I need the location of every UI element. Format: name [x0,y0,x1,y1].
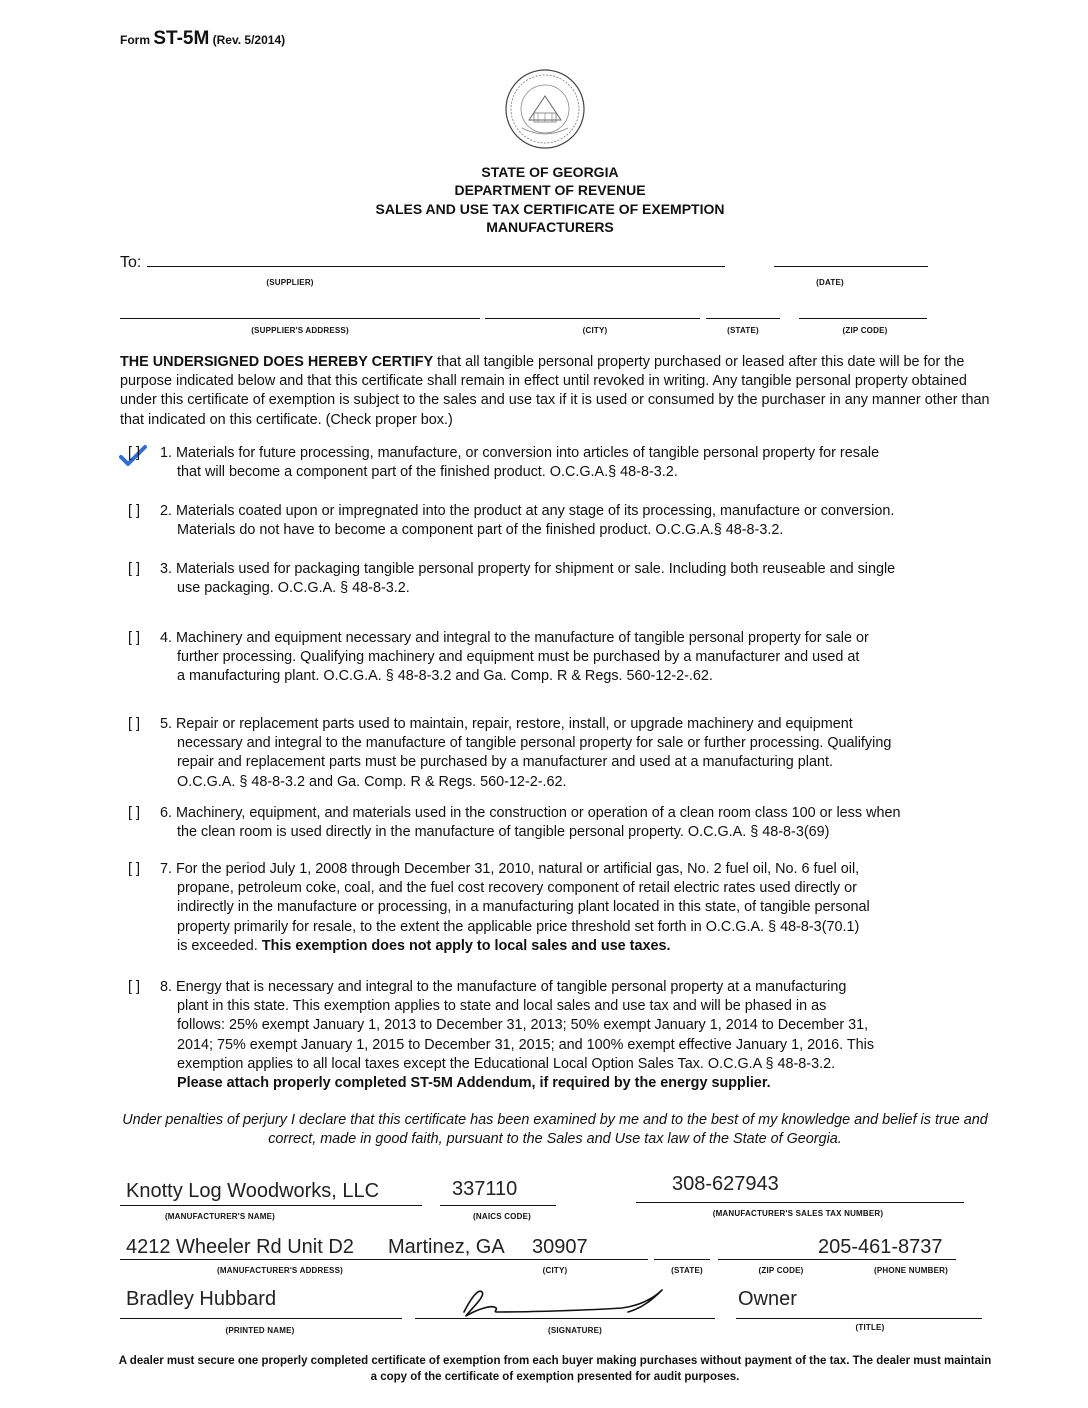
item-line: O.C.G.A. § 48-8-3.2 and Ga. Comp. R & Regs. 560-12-2-.62. [177,773,567,790]
title-field [736,1318,982,1319]
checkbox-2[interactable]: [ ] [128,503,140,519]
item-line: is exceeded. [177,937,262,954]
form-revision: (Rev. 5/2014) [212,33,286,47]
supplier-field[interactable] [147,266,725,267]
item-note-bold: Please attach properly completed ST-5M Addendum, if required by the energy supplier. [177,1075,771,1092]
checkbox-7[interactable]: [ ] [128,861,140,877]
item-number: 7. [160,861,173,877]
manufacturer-address-caption: (MANUFACTURER'S ADDRESS) [217,1266,343,1275]
form-number: ST-5M [153,28,210,49]
item-line: Energy that is necessary and integral to the manufacture of tangible personal property at a manufacturing [176,979,847,995]
supplier-address-caption: (SUPPLIER'S ADDRESS) [251,326,349,335]
sales-tax-number-field [636,1202,964,1203]
naics-code-field [440,1205,556,1206]
perjury-statement: Under penalties of perjury I declare that this certificate has been examined by me and to the best of my knowledge and belief is true and correct, made in good faith, pursuant to the Sales and Use tax law of the State of Georgia. [122,1112,988,1148]
item-line: that will become a component part of the finished product. O.C.G.A.§ 48-8-3.2. [177,464,678,481]
item-number: 3. [160,561,173,577]
item-line: further processing. Qualifying machinery and equipment must be purchased by a manufacturer and used at [177,649,860,666]
to-label: To: [120,254,142,271]
item-line: Materials do not have to become a component part of the finished product. O.C.G.A.§ 48-8-3.2. [177,522,784,539]
item-line: Materials coated upon or impregnated into the product at any stage of its processing, manufacture or conversion. [176,503,895,519]
manufacturer-name-value[interactable]: Knotty Log Woodworks, LLC [126,1180,380,1202]
checkbox-6[interactable]: [ ] [128,805,140,821]
checkbox-3[interactable]: [ ] [128,561,140,577]
supplier-state-field[interactable] [706,318,780,319]
item-number: 8. [160,979,173,995]
manufacturer-name-caption: (MANUFACTURER'S NAME) [164,1212,276,1221]
supplier-address-field[interactable] [120,318,480,319]
item-line: the clean room is used directly in the manufacture of tangible personal property. O.C.G.A. § 48-8-3(69) [177,824,830,841]
printed-name-value[interactable]: Bradley Hubbard [126,1288,277,1310]
manufacturer-address-field [120,1259,648,1260]
supplier-city-caption: (CITY) [582,326,608,335]
supplier-state-caption: (STATE) [727,326,759,335]
certify-paragraph [120,353,1000,430]
phone-number-value[interactable]: 205-461-8737 [818,1236,943,1258]
manufacturer-city-value[interactable]: Martinez, GA [388,1236,505,1258]
phone-caption: (PHONE NUMBER) [874,1266,948,1275]
item-number: 2. [160,503,173,519]
dealer-notice: A dealer must secure one properly completed certificate of exemption from each buyer making purchases without payment of the tax. The dealer must maintain a copy of the certificate of exemption presented for audit purposes. [118,1355,992,1383]
supplier-zip-caption: (ZIP CODE) [842,326,888,335]
certify-text: that all tangible personal property purchased or leased after this date will be for the purpose indicated below and that this certificate shall remain in effect until revoked in writing. Any tangible personal property obtained under this certificate of exemption is subject to the sales and use tax if it is used or consumed by the purchaser in any manner other than that indicated on this certificate. (Check proper box.) [120,354,990,428]
checkbox-1[interactable]: [ ] [128,445,140,461]
item-line: use packaging. O.C.G.A. § 48-8-3.2. [177,580,410,597]
manufacturer-city-caption: (CITY) [542,1266,568,1275]
item-line: a manufacturing plant. O.C.G.A. § 48-8-3.2 and Ga. Comp. R & Regs. 560-12-2-.62. [177,668,713,685]
item-line: 2014; 75% exempt January 1, 2015 to December 31, 2015; and 100% exempt effective January 1, 2016. This [177,1036,875,1053]
checkbox-4[interactable]: [ ] [128,630,140,646]
manufacturer-address-value[interactable]: 4212 Wheeler Rd Unit D2 [126,1236,354,1258]
item-line: follows: 25% exempt January 1, 2013 to December 31, 2013; 50% exempt January 1, 2014 to December 31, [177,1017,869,1034]
item-line: Machinery and equipment necessary and integral to the manufacture of tangible personal property for sale or [176,630,869,646]
naics-code-value[interactable]: 337110 [452,1178,518,1200]
header-state: STATE OF GEORGIA [481,164,619,180]
sales-tax-number-caption: (MANUFACTURER'S SALES TAX NUMBER) [712,1209,884,1218]
manufacturer-zip-value[interactable]: 30907 [532,1236,588,1258]
item-number: 4. [160,630,173,646]
item-line: property primarily for resale, to the extent the applicable price threshold set forth in O.C.G.A. § 48-8-3(70.1) [177,918,860,935]
item-line: Materials for future processing, manufacture, or conversion into articles of tangible personal property for resale [176,445,880,461]
header-manufacturers: MANUFACTURERS [486,219,614,235]
checkbox-5[interactable]: [ ] [128,716,140,732]
item-note-bold: This exemption does not apply to local sales and use taxes. [261,937,671,954]
manufacturer-state-caption: (STATE) [671,1266,703,1275]
item-line: exemption applies to all local taxes except the Educational Local Option Sales Tax. O.C.G.A § 48-8-3.2. [177,1055,836,1072]
form-id [120,28,285,50]
signature-field [415,1318,715,1319]
item-line: For the period July 1, 2008 through December 31, 2010, natural or artificial gas, No. 2 fuel oil, No. 6 fuel oil, [176,861,860,877]
signature-caption: (SIGNATURE) [547,1326,603,1335]
printed-name-field [120,1318,402,1319]
item-number: 5. [160,716,173,732]
supplier-zip-field[interactable] [799,318,927,319]
item-line: necessary and integral to the manufacture of tangible personal property for sale or further processing. Qualifying [177,735,892,752]
item-number: 6. [160,805,173,821]
item-line: propane, petroleum coke, coal, and the fuel cost recovery component of retail electric rates used directly or [177,880,857,897]
title-caption: (TITLE) [855,1323,885,1332]
date-field[interactable] [774,266,928,267]
item-line: indirectly in the manufacture or processing, in a manufacturing plant located in this state, of tangible personal [177,899,870,916]
sales-tax-number-value[interactable]: 308-627943 [672,1173,779,1195]
item-number: 1. [160,445,173,461]
manufacturer-name-field [120,1205,422,1206]
header-certificate: SALES AND USE TAX CERTIFICATE OF EXEMPTION [375,201,725,217]
georgia-seal-icon [504,68,586,150]
title-value[interactable]: Owner [738,1288,797,1310]
item-line: Repair or replacement parts used to maintain, repair, restore, install, or upgrade machinery and equipment [176,716,853,732]
item-line: Machinery, equipment, and materials used in the construction or operation of a clean room class 100 or less when [176,805,901,821]
checkbox-8[interactable]: [ ] [128,979,140,995]
form-prefix: Form [120,33,150,47]
manufacturer-zip-caption: (ZIP CODE) [758,1266,804,1275]
certify-bold: THE UNDERSIGNED DOES HEREBY CERTIFY [120,354,434,370]
supplier-city-field[interactable] [485,318,700,319]
manufacturer-state-field [654,1259,710,1260]
signature-icon [452,1282,672,1322]
naics-caption: (NAICS CODE) [473,1212,531,1221]
phone-field [718,1259,956,1260]
date-caption: (DATE) [816,278,844,287]
supplier-caption: (SUPPLIER) [266,278,314,287]
item-line: repair and replacement parts must be purchased by a manufacturer and used at a manufacturing plant. [177,754,833,771]
item-line: Materials used for packaging tangible personal property for shipment or sale. Including both reuseable and single [176,561,896,577]
header-department: DEPARTMENT OF REVENUE [454,182,646,198]
printed-name-caption: (PRINTED NAME) [225,1326,295,1335]
item-line: plant in this state. This exemption applies to state and local sales and use tax and will be phased in as [177,998,827,1015]
